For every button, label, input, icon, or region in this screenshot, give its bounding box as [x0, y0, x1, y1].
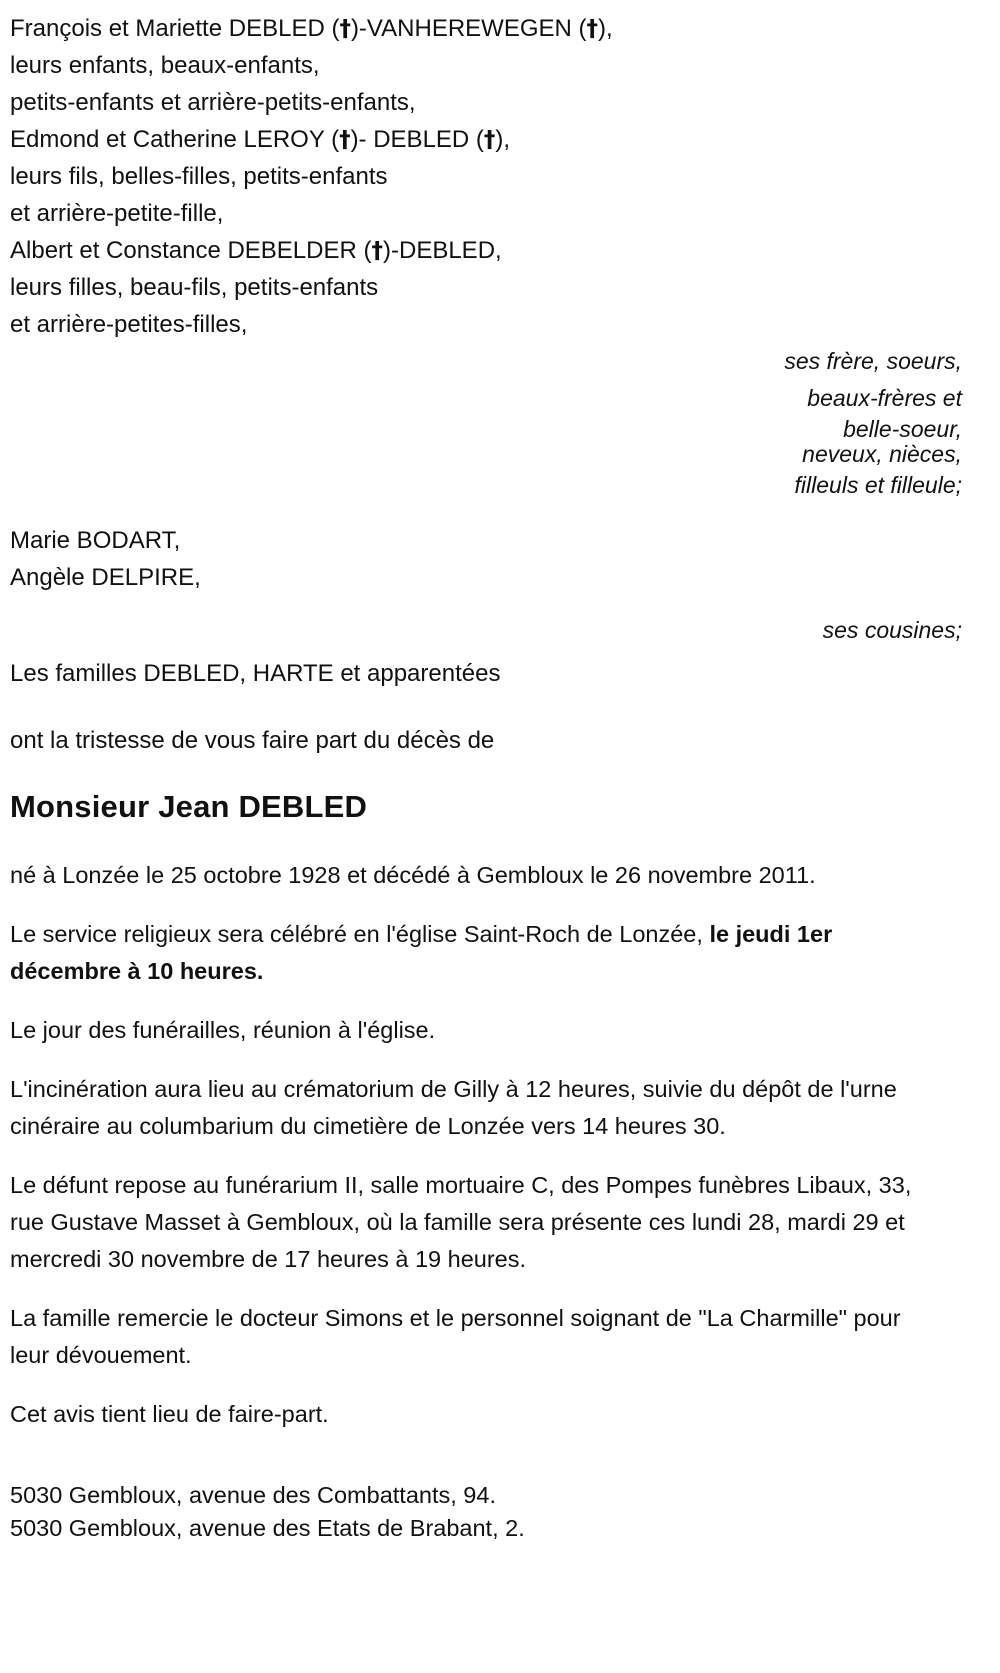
relatives-line-7-pre: Albert et Constance DEBELDER ( — [10, 237, 372, 264]
relatives-line-5: leurs fils, belles-filles, petits-enfants — [10, 163, 388, 190]
relatives-line-8: leurs filles, beau-fils, petits-enfants — [10, 274, 379, 301]
deceased-name-heading: Monsieur Jean DEBLED — [10, 789, 368, 824]
cousin-name-2: Angèle DELPIRE, — [10, 564, 201, 591]
descriptor-line-2: beaux-frères et — [807, 385, 962, 411]
relatives-block — [10, 10, 970, 343]
relatives-line-3: petits-enfants et arrière-petits-enfants, — [10, 89, 416, 116]
cousins-names-block — [10, 522, 970, 596]
relatives-line-1 — [10, 10, 970, 47]
relatives-line-2: leurs enfants, beaux-enfants, — [10, 52, 320, 79]
birth-death-paragraph: né à Lonzée le 25 octobre 1928 et décédé à Gembloux le 26 novembre 2011. — [10, 862, 816, 888]
religious-service-paragraph — [10, 916, 940, 990]
relatives-line-6: et arrière-petite-fille, — [10, 200, 224, 227]
address-line-1: 5030 Gembloux, avenue des Combattants, 94. — [10, 1482, 496, 1508]
gathering-paragraph: Le jour des funérailles, réunion à l'église. — [10, 1017, 436, 1043]
dagger-icon: † — [586, 16, 598, 42]
thanks-paragraph: La famille remercie le docteur Simons et le personnel soignant de "La Charmille" pour leur dévouement. — [10, 1305, 901, 1368]
relatives-line-1-mid: )-VANHEREWEGEN ( — [350, 15, 587, 42]
relatives-line-7 — [10, 232, 970, 269]
descriptor-line-5: filleuls et filleule; — [794, 472, 962, 498]
descriptor-line-4: neveux, nièces, — [802, 441, 962, 467]
relatives-line-9: et arrière-petites-filles, — [10, 311, 248, 338]
relatives-line-1-pre: François et Mariette DEBLED ( — [10, 15, 340, 42]
announcement-line: ont la tristesse de vous faire part du décès de — [10, 727, 495, 754]
cremation-paragraph: L'incinération aura lieu au crématorium de Gilly à 12 heures, suivie du dépôt de l'urne cinéraire au columbarium du cimetière de Lonzée vers 14 heures 30. — [10, 1076, 897, 1139]
cousin-name-1: Marie BODART, — [10, 527, 181, 554]
relatives-line-4-mid: )- DEBLED ( — [350, 126, 484, 153]
descriptor-line-3: belle-soeur, — [843, 416, 962, 442]
dagger-icon: † — [483, 127, 496, 153]
families-line: Les familles DEBLED, HARTE et apparentées — [10, 660, 501, 687]
siblings-descriptor-block — [10, 343, 970, 504]
service-datetime: le jeudi 1er décembre à 10 heures. — [10, 921, 833, 984]
dagger-icon: † — [371, 238, 383, 264]
address-line-2: 5030 Gembloux, avenue des Etats de Brabant, 2. — [10, 1515, 525, 1541]
dagger-icon: † — [339, 127, 351, 153]
dagger-icon: † — [339, 16, 351, 42]
cousins-descriptor: ses cousines; — [822, 617, 962, 643]
funerarium-paragraph: Le défunt repose au funérarium II, salle mortuaire C, des Pompes funèbres Libaux, 33, rue Gustave Masset à Gembloux, où la famille sera présente ces lundi 28, mardi 29 et mercredi 30 novembre de 17 heures à 19 heures. — [10, 1172, 912, 1272]
relatives-line-4-pre: Edmond et Catherine LEROY ( — [10, 126, 340, 153]
descriptor-line-1: ses frère, soeurs, — [784, 348, 962, 374]
addresses-block — [10, 1479, 970, 1545]
notice-paragraph: Cet avis tient lieu de faire-part. — [10, 1401, 329, 1427]
service-text: Le service religieux sera célébré en l'église Saint-Roch de Lonzée, — [10, 921, 710, 947]
relatives-line-4-post: ), — [495, 126, 511, 153]
relatives-line-1-post: ), — [598, 15, 613, 42]
relatives-line-7-mid: )-DEBLED, — [383, 237, 502, 264]
relatives-line-4 — [10, 121, 970, 158]
